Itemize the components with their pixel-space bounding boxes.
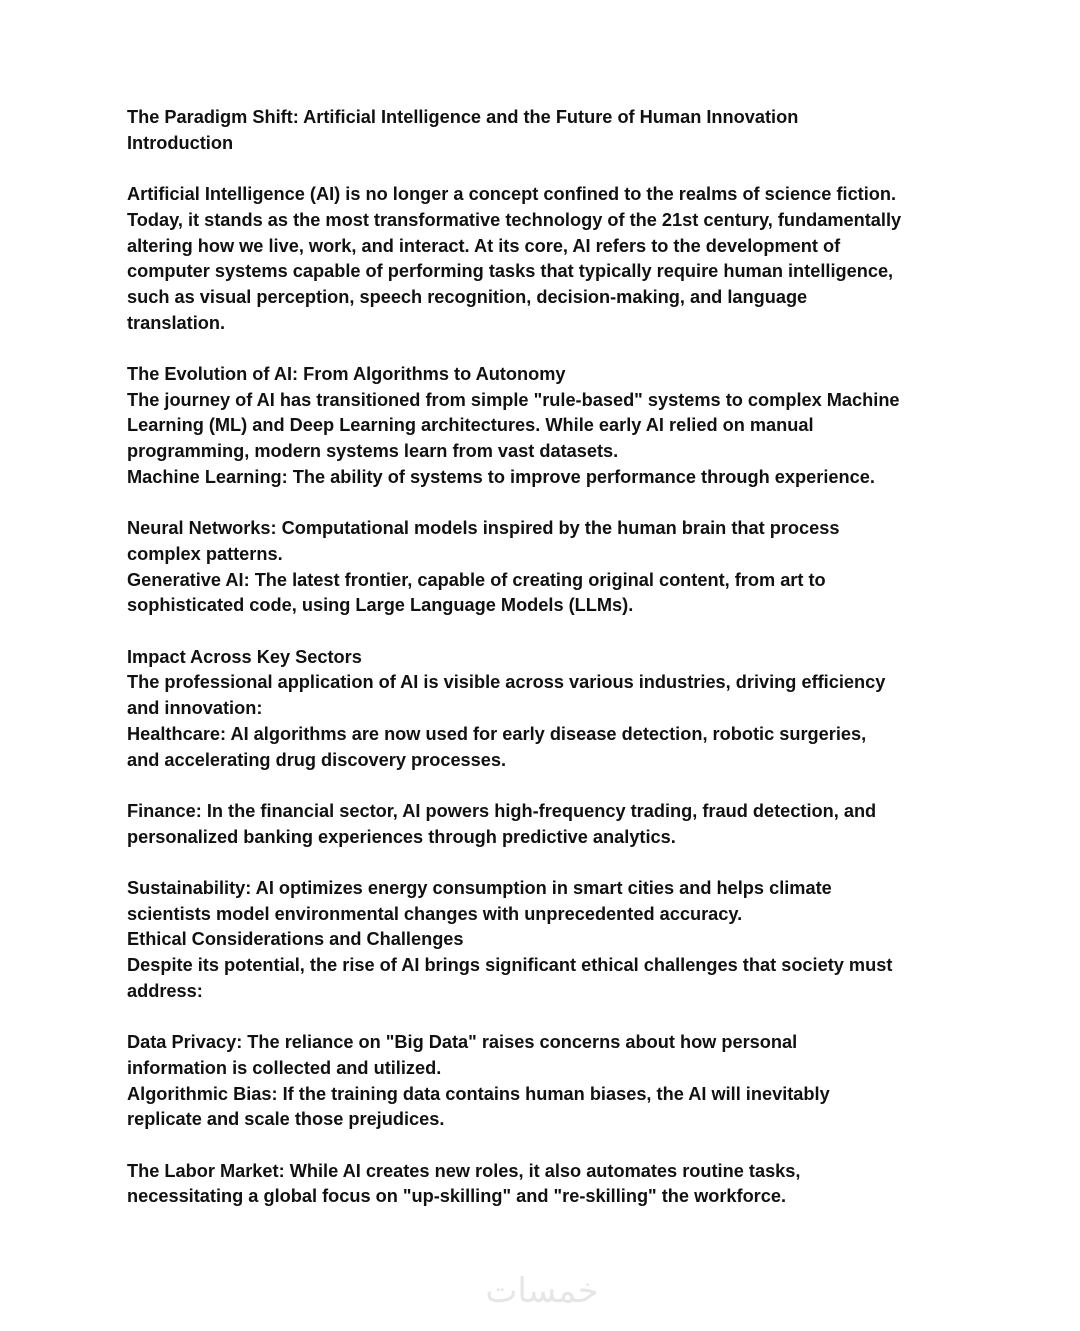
paragraph-gap — [127, 1133, 967, 1159]
labor-line: The Labor Market: While AI creates new roles, it also automates routine tasks, — [127, 1160, 801, 1181]
evolution-line: Learning (ML) and Deep Learning architectures. While early AI relied on manual — [127, 415, 814, 436]
paragraph-gap — [127, 491, 967, 517]
paragraph-gap — [127, 156, 967, 182]
finance-line: personalized banking experiences through predictive analytics. — [127, 826, 676, 847]
privacy-line: Algorithmic Bias: If the training data contains human biases, the AI will inevitably — [127, 1083, 830, 1104]
ethics-line: address: — [127, 980, 203, 1001]
sustainability-line: scientists model environmental changes with unprecedented accuracy. — [127, 903, 743, 924]
evolution-line: Machine Learning: The ability of systems to improve performance through experience. — [127, 466, 875, 487]
impact-heading: Impact Across Key Sectors — [127, 646, 362, 667]
evolution-line: programming, modern systems learn from vast datasets. — [127, 441, 619, 462]
intro-line: computer systems capable of performing tasks that typically require human intelligence, — [127, 261, 894, 282]
evolution-line: The journey of AI has transitioned from simple "rule-based" systems to complex Machine — [127, 389, 900, 410]
paragraph-gap — [127, 1005, 967, 1031]
intro-line: Artificial Intelligence (AI) is no longer a concept confined to the realms of science fiction. — [127, 184, 897, 205]
document-body — [127, 105, 967, 1210]
intro-line: Today, it stands as the most transformative technology of the 21st century, fundamentally — [127, 209, 902, 230]
impact-line: Healthcare: AI algorithms are now used for early disease detection, robotic surgeries, — [127, 723, 867, 744]
paragraph-gap — [127, 336, 967, 362]
intro-heading: Introduction — [127, 132, 234, 153]
ethics-heading: Ethical Considerations and Challenges — [127, 929, 464, 950]
evolution-heading: The Evolution of AI: From Algorithms to Autonomy — [127, 364, 566, 384]
privacy-line: information is collected and utilized. — [127, 1057, 442, 1078]
paragraph-gap — [127, 773, 967, 799]
finance-line: Finance: In the financial sector, AI powers high-frequency trading, fraud detection, and — [127, 800, 877, 821]
evolution-line: complex patterns. — [127, 543, 283, 564]
impact-line: and innovation: — [127, 698, 263, 719]
sustainability-line: Sustainability: AI optimizes energy consumption in smart cities and helps climate — [127, 878, 832, 898]
labor-line: necessitating a global focus on "up-skilling" and "re-skilling" the workforce. — [127, 1186, 787, 1207]
intro-line: such as visual perception, speech recognition, decision-making, and language — [127, 286, 808, 307]
evolution-line: sophisticated code, using Large Language Models (LLMs). — [127, 595, 634, 616]
evolution-line: Neural Networks: Computational models inspired by the human brain that process — [127, 518, 840, 539]
evolution-line: Generative AI: The latest frontier, capable of creating original content, from art to — [127, 569, 826, 590]
paragraph-gap — [127, 850, 967, 876]
intro-line: translation. — [127, 312, 226, 333]
paragraph-gap — [127, 619, 967, 645]
impact-line: The professional application of AI is visible across various industries, driving efficiency — [127, 672, 886, 693]
privacy-line: replicate and scale those prejudices. — [127, 1109, 445, 1130]
impact-line: and accelerating drug discovery processes. — [127, 749, 507, 770]
document-title: The Paradigm Shift: Artificial Intelligence and the Future of Human Innovation — [127, 107, 799, 127]
intro-line: altering how we live, work, and interact. At its core, AI refers to the development of — [127, 235, 841, 256]
ethics-line: Despite its potential, the rise of AI brings significant ethical challenges that society must — [127, 955, 893, 976]
privacy-line: Data Privacy: The reliance on "Big Data" raises concerns about how personal — [127, 1032, 798, 1053]
watermark-logo: خمسات — [485, 1271, 599, 1311]
